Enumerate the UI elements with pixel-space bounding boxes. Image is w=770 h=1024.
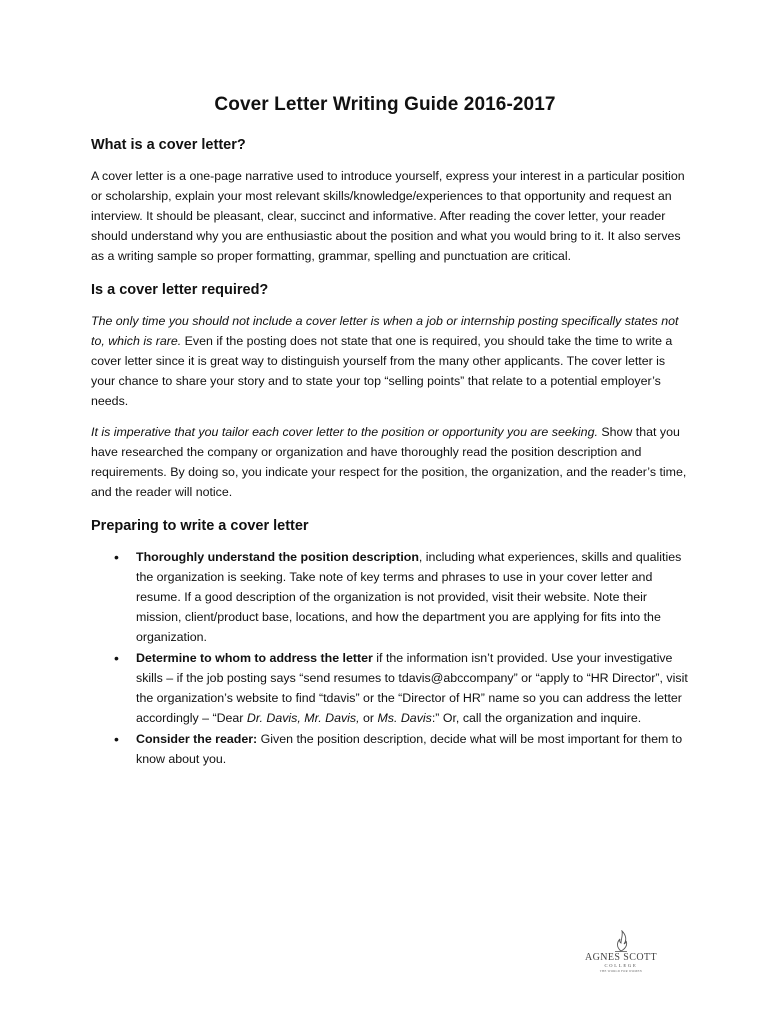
preparing-bullet-list [91, 547, 691, 769]
body-text: Show that you have researched the company or organization and have thoroughly read the position description and requirements. By doing so, you indicate your respect for the position, the organization, and the reader’s time, and the reader will notice. [91, 425, 687, 499]
section-heading-preparing: Preparing to write a cover letter [91, 518, 309, 534]
italic-text: Dr. Davis, Mr. Davis, [246, 711, 360, 725]
bullet-text: , including what experiences, skills and qualities the organization is seeking. Take note of key terms and phrases to use in your cover letter and resume. If a good description of the organization is not provided, visit their website. Note their mission, client/product base, locations, and how the department you are applying for fits into the organization. [136, 550, 682, 644]
paragraph-required-1 [91, 311, 691, 411]
logo-tagline: THE WORLD FOR WOMEN [599, 969, 643, 973]
flame-icon [612, 930, 630, 952]
italic-text: It is imperative that you tailor each cover letter to the position or opportunity you are seeking. [91, 425, 598, 439]
italic-text: The only time you should not include a cover letter is when a job or internship posting specifically states not to, which is rare. [91, 314, 679, 348]
paragraph-required-2 [91, 422, 691, 502]
document-content [91, 135, 691, 770]
section-heading-required: Is a cover letter required? [91, 282, 269, 298]
bullet-item-position-description [91, 547, 691, 647]
bullet-text: :” Or, call the organization and inquire. [431, 711, 642, 725]
logo-sub: COLLEGE [604, 963, 638, 968]
section-preparing [91, 516, 691, 769]
bullet-item-consider-reader [91, 729, 691, 769]
bullet-item-address-letter [91, 648, 691, 728]
bullet-bold-text: Consider the reader: [136, 732, 258, 746]
bullet-text: if the information isn’t provided. Use your investigative skills – if the job posting says “send resumes to tdavis@abccompany” or “apply to “HR Director”, visit the organization’s website to find “tdavis” or the “Director of HR” name so you can address the letter accordingly – “Dear [136, 651, 688, 725]
bullet-text: Given the position description, decide what will be most important for them to know about you. [136, 732, 683, 766]
section-what-is [91, 135, 691, 266]
bullet-bold-text: Thoroughly understand the position description [136, 550, 419, 564]
agnes-scott-logo [584, 930, 658, 974]
section-required [91, 280, 691, 502]
bullet-bold-text: Determine to whom to address the letter [136, 651, 373, 665]
body-text: Even if the posting does not state that one is required, you should take the time to write a cover letter since it is great way to distinguish yourself from the many other applicants. The cover letter is your chance to share your story and to state your top “selling points” that relate to a potential employer’s needs. [91, 334, 673, 408]
logo-name: AGNES SCOTT [585, 952, 657, 963]
document-title: Cover Letter Writing Guide 2016-2017 [214, 94, 556, 115]
italic-text: Ms. Davis [377, 711, 432, 725]
bullet-text: or [359, 711, 378, 725]
section-heading-what-is: What is a cover letter? [91, 137, 246, 153]
paragraph-what-is: A cover letter is a one-page narrative used to introduce yourself, express your interest in a particular position or scholarship, explain your most relevant skills/knowledge/experiences to that opportunity and request an interview. It should be pleasant, clear, succinct and informative. After reading the cover letter, your reader should understand why you are enthusiastic about the position and what you would bring to it. It also serves as a writing sample so proper formatting, grammar, spelling and punctuation are critical. [91, 169, 685, 263]
